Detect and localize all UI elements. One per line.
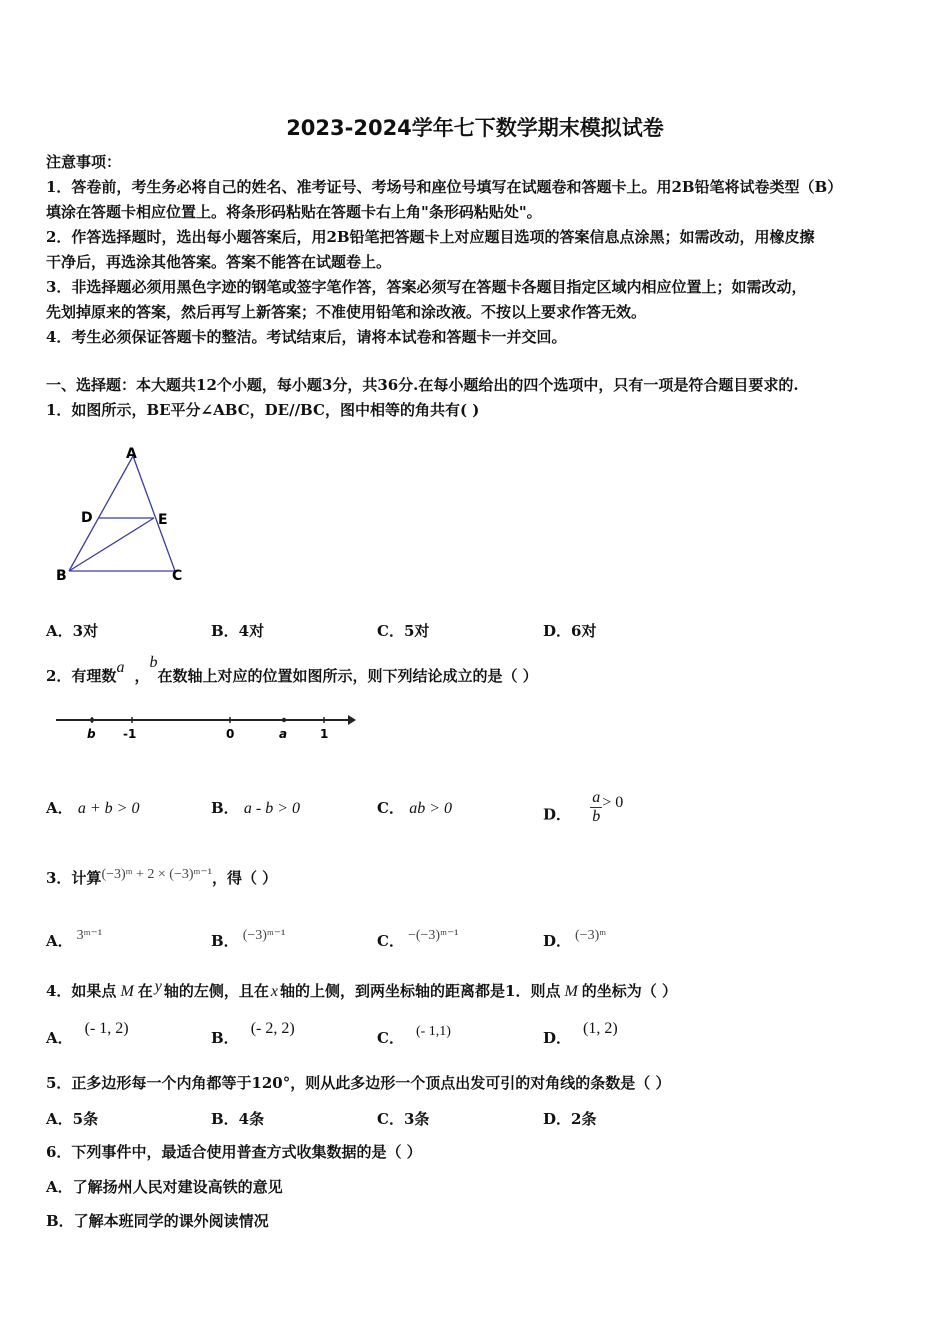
q6-option-b[interactable]: B．了解本班同学的课外阅读情况: [46, 1212, 269, 1230]
q4-option-c[interactable]: C． (- 1,1): [377, 1024, 451, 1047]
q5-option-d[interactable]: D．2条: [543, 1110, 597, 1128]
page-title: 2023-2024学年七下数学期末模拟试卷: [286, 116, 664, 140]
notes-line: 填涂在答题卡相应位置上。将条形码粘贴在答题卡右上角"条形码粘贴处"。: [46, 203, 542, 221]
notes-line: 干净后，再选涂其他答案。答案不能答在试题卷上。: [46, 253, 392, 271]
q6-stem: 6．下列事件中，最适合使用普查方式收集数据的是（ ）: [46, 1143, 422, 1161]
q5-option-b[interactable]: B．4条: [211, 1110, 265, 1128]
var-b: b: [149, 654, 158, 671]
label-e: E: [158, 512, 168, 528]
q3-option-c[interactable]: C． −(−3)ᵐ⁻¹: [377, 928, 459, 950]
label-c: C: [172, 568, 183, 584]
q4-stem: 4．如果点 M 在 y 轴的左侧，且在 x 轴的上侧，到两坐标轴的距离都是1．则点 M 的坐标为（ ）: [46, 978, 678, 1000]
q1-triangle-figure: [50, 440, 200, 590]
q1-option-c[interactable]: C．5对: [377, 622, 430, 640]
notes-block: [46, 150, 916, 350]
q1-option-d[interactable]: D．6对: [543, 622, 597, 640]
q1-stem: 1．如图所示，BE平分∠ABC，DE//BC，图中相等的角共有( ): [46, 401, 480, 419]
q6-option-a[interactable]: A．了解扬州人民对建设高铁的意见: [46, 1178, 283, 1196]
nl-label-a: a: [279, 727, 288, 741]
notes-heading: 注意事项：: [46, 153, 122, 171]
nl-label-zero: 0: [226, 727, 235, 741]
label-b: B: [56, 568, 67, 584]
q2-option-b[interactable]: B． a - b > 0: [211, 799, 301, 817]
q5-option-c[interactable]: C．3条: [377, 1110, 430, 1128]
q3-option-b[interactable]: B． (−3)ᵐ⁻¹: [211, 928, 286, 950]
q5-option-a[interactable]: A．5条: [46, 1110, 99, 1128]
nl-label-minus-one: -1: [123, 727, 137, 741]
notes-line: 先划掉原来的答案，然后再写上新答案；不准使用铅笔和涂改液。不按以上要求作答无效。: [46, 303, 647, 321]
var-a: a: [116, 659, 125, 676]
notes-line: 3．非选择题必须用黑色字迹的钢笔或签字笔作答，答案必须写在答题卡各题目指定区域内相应位置上；如需改动，: [46, 278, 807, 296]
q2-number-line: [52, 706, 362, 746]
nl-label-b: b: [87, 727, 96, 741]
q4-option-d[interactable]: D．(1, 2): [543, 1020, 618, 1047]
q3-option-d[interactable]: D． (−3)ᵐ: [543, 928, 607, 950]
q2-option-c[interactable]: C． ab > 0: [377, 799, 452, 817]
q3-stem: 3．计算(−3)ᵐ + 2 × (−3)ᵐ⁻¹，得（ ）: [46, 867, 278, 887]
q4-option-a[interactable]: A．(- 1, 2): [46, 1020, 129, 1047]
notes-line: 2．作答选择题时，选出每小题答案后，用2B铅笔把答题卡上对应题目选项的答案信息点涂黑；如需改动，用橡皮擦: [46, 228, 815, 246]
fraction-a-over-b: $\frac{a}{b}$: [592, 789, 601, 825]
notes-line: 1．答卷前，考生务必将自己的姓名、准考证号、考场号和座位号填写在试题卷和答题卡上。用2B铅笔将试卷类型（B）: [46, 178, 843, 196]
notes-line: 4．考生必须保证答题卡的整洁。考试结束后，请将本试卷和答题卡一并交回。: [46, 328, 567, 346]
q1-option-b[interactable]: B．4对: [211, 622, 265, 640]
q2-option-d[interactable]: D． $\frac{a}{b}$ > 0: [543, 789, 624, 825]
q5-stem: 5．正多边形每一个内角都等于120°，则从此多边形一个顶点出发可引的对角线的条数是（ ）: [46, 1074, 671, 1092]
label-a: A: [126, 446, 137, 462]
q2-option-a[interactable]: A． a + b > 0: [46, 799, 140, 817]
nl-label-one: 1: [320, 727, 329, 741]
q3-expression: (−3)ᵐ + 2 × (−3)ᵐ⁻¹: [101, 867, 212, 882]
q2-stem: 2．有理数a ，b在数轴上对应的位置如图所示，则下列结论成立的是（ ）: [46, 654, 538, 685]
q3-option-a[interactable]: A． 3ᵐ⁻¹: [46, 928, 103, 950]
q1-option-a[interactable]: A．3对: [46, 622, 99, 640]
label-d: D: [81, 510, 93, 526]
section-heading: 一、选择题：本大题共12个小题，每小题3分，共36分.在每小题给出的四个选项中，只有一项是符合题目要求的.: [46, 376, 799, 394]
q4-option-b[interactable]: B．(- 2, 2): [211, 1020, 295, 1047]
